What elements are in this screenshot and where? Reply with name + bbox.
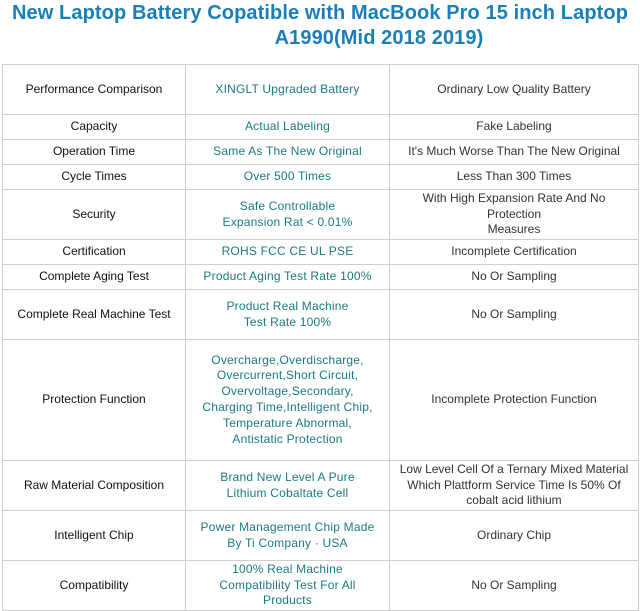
ordinary-cell-line: No Or Sampling	[471, 269, 557, 284]
ordinary-cell	[390, 165, 639, 190]
upgraded-cell-line: Safe Controllable	[239, 198, 336, 213]
ordinary-cell-line: Which Plattform Service Time Is 50% Of	[407, 477, 621, 492]
ordinary-cell	[390, 190, 639, 240]
upgraded-cell-line: By Ti Company · USA	[227, 535, 348, 550]
upgraded-cell	[186, 140, 390, 165]
feature-cell: Performance Comparison	[3, 65, 186, 115]
upgraded-cell-line: Product Aging Test Rate 100%	[203, 269, 372, 284]
ordinary-cell	[390, 265, 639, 290]
ordinary-cell-line: With High Expansion Rate And No Protection	[422, 190, 606, 221]
upgraded-cell	[186, 340, 390, 461]
table-row	[3, 511, 639, 561]
feature-cell: Raw Material Composition	[3, 461, 186, 511]
ordinary-cell-line: cobalt acid lithium	[466, 493, 562, 508]
feature-cell: Certification	[3, 240, 186, 265]
upgraded-cell-line: Test Rate 100%	[243, 314, 332, 329]
upgraded-cell-line: Lithium Cobaltate Cell	[226, 485, 349, 500]
ordinary-cell	[390, 561, 639, 611]
ordinary-cell-line: Low Level Cell Of a Ternary Mixed Material	[399, 461, 629, 476]
upgraded-cell	[186, 461, 390, 511]
upgraded-cell-line: Product Real Machine	[226, 298, 349, 313]
feature-cell: Complete Real Machine Test	[3, 290, 186, 340]
upgraded-cell-line: ROHS FCC CE UL PSE	[221, 244, 354, 259]
ordinary-cell-line: No Or Sampling	[471, 577, 557, 592]
ordinary-cell-line: Less Than 300 Times	[456, 169, 572, 184]
feature-cell: Cycle Times	[3, 165, 186, 190]
table-row	[3, 65, 639, 115]
ordinary-cell	[390, 140, 639, 165]
table-row	[3, 190, 639, 240]
upgraded-cell-line: Temperature Abnormal,	[223, 415, 352, 430]
upgraded-cell-line: Antistatic Protection	[232, 431, 343, 446]
table-row	[3, 115, 639, 140]
upgraded-cell-line: Overcharge,Overdischarge,	[211, 352, 364, 367]
upgraded-cell-line: XINGLT Upgraded Battery	[215, 81, 360, 96]
table-row	[3, 140, 639, 165]
ordinary-cell-line: Incomplete Certification	[451, 244, 577, 259]
ordinary-cell-line: Incomplete Protection Function	[431, 392, 597, 407]
ordinary-cell	[390, 340, 639, 461]
upgraded-cell-line: Expansion Rat < 0.01%	[222, 214, 353, 229]
feature-cell: Compatibility	[3, 561, 186, 611]
page-title	[0, 0, 640, 51]
upgraded-cell	[186, 265, 390, 290]
ordinary-cell-line: It's Much Worse Than The New Original	[408, 144, 620, 159]
upgraded-cell	[186, 190, 390, 240]
feature-cell: Capacity	[3, 115, 186, 140]
upgraded-cell	[186, 240, 390, 265]
ordinary-cell	[390, 240, 639, 265]
feature-cell: Intelligent Chip	[3, 511, 186, 561]
upgraded-cell-line: Over 500 Times	[243, 169, 332, 184]
comparison-table	[2, 64, 639, 611]
ordinary-cell	[390, 511, 639, 561]
upgraded-cell-line: Charging Time,Intelligent Chip,	[202, 400, 373, 414]
table-row	[3, 290, 639, 340]
upgraded-cell-line: 100% Real Machine	[232, 561, 343, 576]
ordinary-cell-line: Fake Labeling	[476, 119, 552, 134]
upgraded-cell-line: Compatibility Test For All	[219, 577, 356, 592]
upgraded-cell	[186, 511, 390, 561]
upgraded-cell	[186, 65, 390, 115]
upgraded-cell-line: Same As The New Original	[213, 144, 362, 159]
ordinary-cell	[390, 461, 639, 511]
upgraded-cell	[186, 561, 390, 611]
ordinary-cell	[390, 115, 639, 140]
table-row	[3, 461, 639, 511]
ordinary-cell	[390, 290, 639, 340]
title-line-1: New Laptop Battery Copatible with MacBook Pro 15 inch Laptop	[11, 2, 629, 24]
ordinary-cell-line: Ordinary Chip	[476, 527, 552, 542]
table-row	[3, 265, 639, 290]
feature-cell: Protection Function	[3, 340, 186, 461]
title-line-2: A1990(Mid 2018 2019)	[274, 27, 484, 49]
table-row	[3, 340, 639, 461]
ordinary-cell-line: Ordinary Low Quality Battery	[437, 81, 591, 96]
table-row	[3, 165, 639, 190]
feature-cell: Security	[3, 190, 186, 240]
upgraded-cell	[186, 290, 390, 340]
upgraded-cell-line: Power Management Chip Made	[200, 519, 375, 534]
upgraded-cell-line: Overvoltage,Secondary,	[221, 384, 354, 399]
ordinary-cell-line: Measures	[487, 222, 541, 237]
upgraded-cell	[186, 165, 390, 190]
upgraded-cell-line: Overcurrent,Short Circuit,	[216, 368, 359, 383]
feature-cell: Operation Time	[3, 140, 186, 165]
table-row	[3, 240, 639, 265]
ordinary-cell-line: No Or Sampling	[471, 306, 557, 321]
upgraded-cell	[186, 115, 390, 140]
comparison-table-body	[3, 65, 639, 611]
upgraded-cell-line: Actual Labeling	[244, 119, 331, 134]
ordinary-cell	[390, 65, 639, 115]
table-row	[3, 561, 639, 611]
upgraded-cell-line: Products	[263, 593, 312, 608]
upgraded-cell-line: Brand New Level A Pure	[220, 469, 355, 484]
feature-cell: Complete Aging Test	[3, 265, 186, 290]
